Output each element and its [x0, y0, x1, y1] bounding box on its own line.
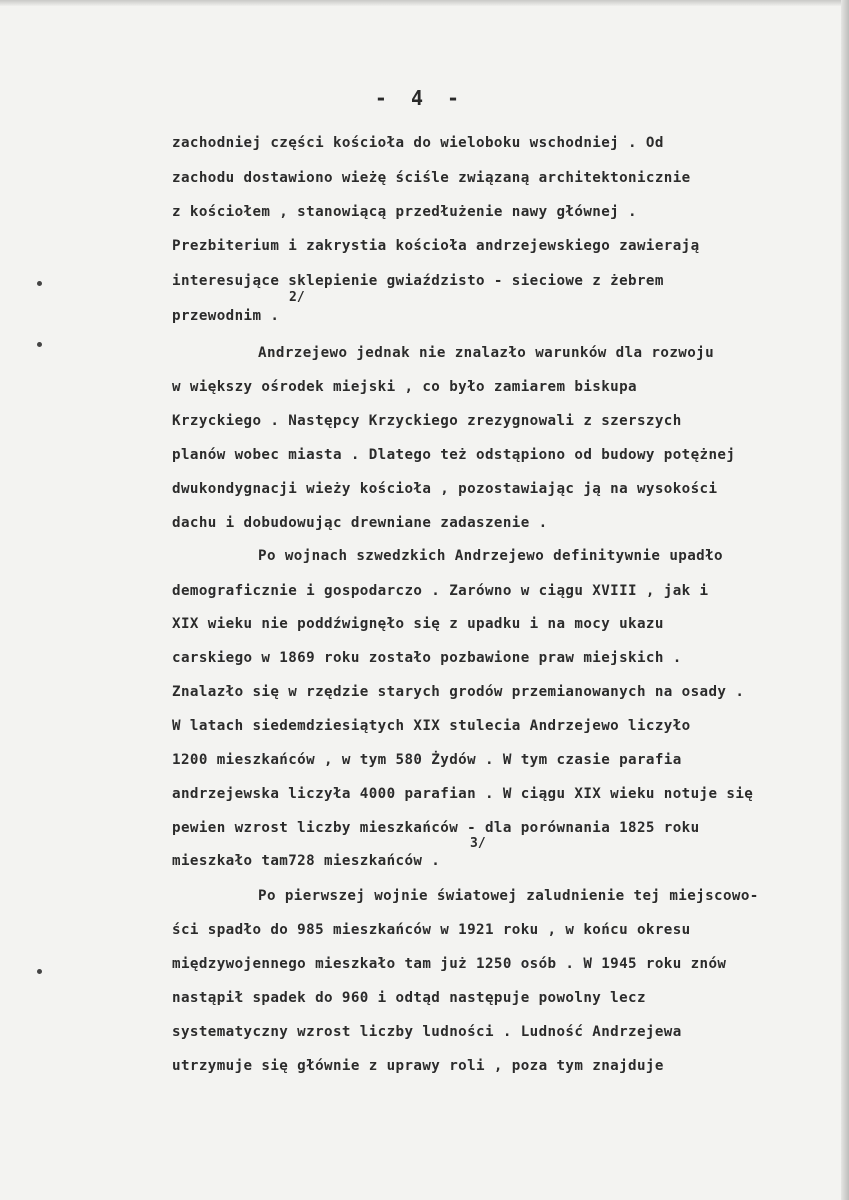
footnote-marker: 2/ — [289, 290, 305, 305]
punch-hole-mark — [37, 969, 42, 974]
text-line: interesujące sklepienie gwiaździsto - sieciowe z żebrem — [172, 273, 664, 289]
text-line: Znalazło się w rzędzie starych grodów przemianowanych na osady . — [172, 684, 745, 700]
text-line: andrzejewska liczyła 4000 parafian . W ciągu XIX wieku notuje się — [172, 786, 754, 802]
text-line: Andrzejewo jednak nie znalazło warunków dla rozwoju — [258, 345, 715, 361]
text-line: carskiego w 1869 roku zostało pozbawione praw miejskich . — [172, 650, 682, 666]
text-line: systematyczny wzrost liczby ludności . Ludność Andrzejewa — [172, 1024, 682, 1040]
text-line: Krzyckiego . Następcy Krzyckiego zrezygnowali z szerszych — [172, 413, 682, 429]
text-line: dwukondygnacji wieży kościoła , pozostawiając ją na wysokości — [172, 481, 718, 497]
text-line: Po pierwszej wojnie światowej zaludnienie tej miejscowo- — [258, 888, 759, 904]
text-line: planów wobec miasta . Dlatego też odstąpiono od budowy potężnej — [172, 447, 736, 463]
text-line: z kościołem , stanowiącą przedłużenie nawy głównej . — [172, 204, 637, 220]
text-line: mieszkało tam728 mieszkańców . — [172, 853, 441, 869]
text-line: utrzymuje się głównie z uprawy roli , poza tym znajduje — [172, 1058, 664, 1074]
footnote-marker: 3/ — [470, 836, 486, 851]
text-line: nastąpił spadek do 960 i odtąd następuje powolny lecz — [172, 990, 646, 1006]
text-line: dachu i dobudowując drewniane zadaszenie . — [172, 515, 548, 531]
text-line: przewodnim . — [172, 308, 280, 324]
paper-top-edge — [0, 0, 849, 6]
text-line: 1200 mieszkańców , w tym 580 Żydów . W tym czasie parafia — [172, 752, 682, 768]
text-line: w większy ośrodek miejski , co było zamiarem biskupa — [172, 379, 637, 395]
text-line: międzywojennego mieszkało tam już 1250 osób . W 1945 roku znów — [172, 956, 727, 972]
text-line: demograficznie i gospodarczo . Zarówno w ciągu XVIII , jak i — [172, 583, 709, 599]
punch-hole-mark — [37, 281, 42, 286]
text-line: zachodniej części kościoła do wieloboku wschodniej . Od — [172, 135, 664, 151]
text-line: XIX wieku nie poddźwignęło się z upadku i na mocy ukazu — [172, 616, 664, 632]
text-line: ści spadło do 985 mieszkańców w 1921 roku , w końcu okresu — [172, 922, 691, 938]
text-line: pewien wzrost liczby mieszkańców - dla porównania 1825 roku — [172, 820, 700, 836]
text-line: Po wojnach szwedzkich Andrzejewo definitywnie upadło — [258, 548, 723, 564]
page-number: - 4 - — [374, 86, 466, 110]
text-line: Prezbiterium i zakrystia kościoła andrzejewskiego zawierają — [172, 238, 700, 254]
punch-hole-mark — [37, 342, 42, 347]
text-line: W latach siedemdziesiątych XIX stulecia Andrzejewo liczyło — [172, 718, 691, 734]
text-line: zachodu dostawiono wieżę ściśle związaną architektonicznie — [172, 170, 691, 186]
paper-right-edge — [841, 0, 849, 1200]
